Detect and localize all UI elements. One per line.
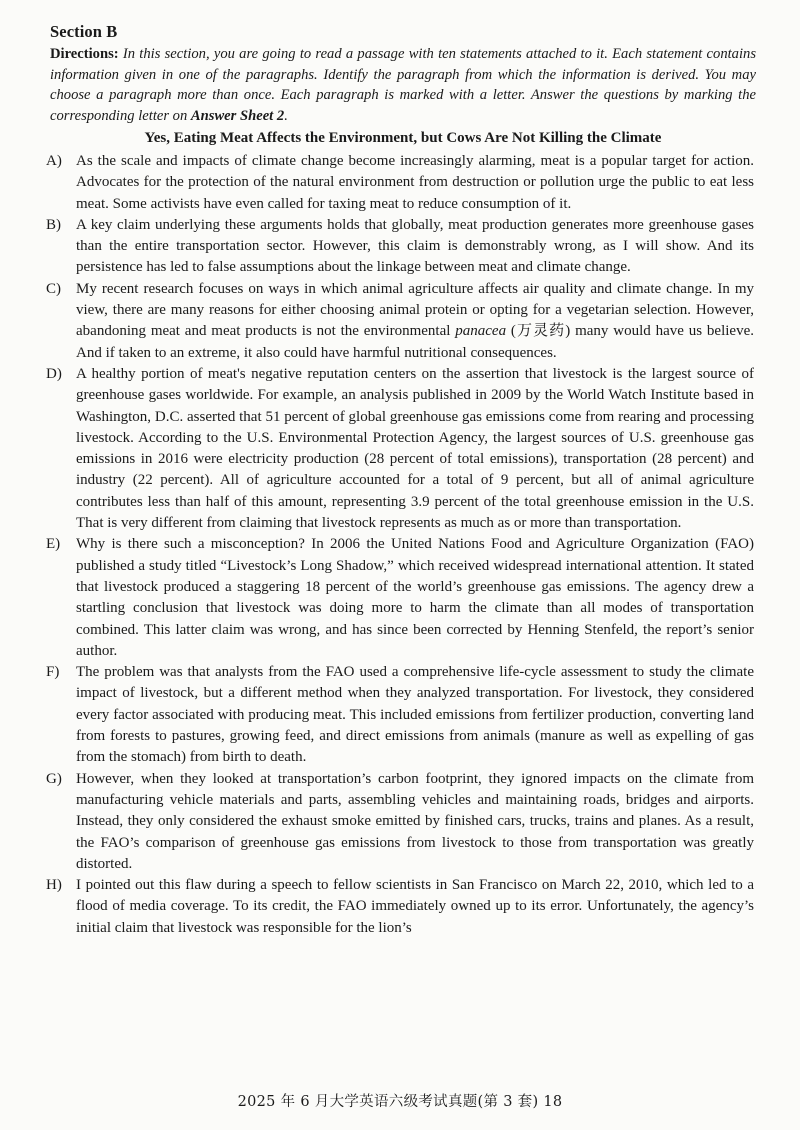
paragraph-letter: G) [46, 770, 62, 787]
article-body [46, 151, 754, 939]
paragraph-letter: C) [46, 280, 61, 297]
paragraph-letter: F) [46, 664, 60, 681]
paragraph-text: The problem was that analysts from the FAO used a comprehensive life-cycle assessment to study the climate impact of livestock, but a different method when they analyzed transportation. For livestock, they considered every factor associated with producing meat. This included emissions from fertilizer production, converting land from forests to pastures, growing feed, and direct emissions from animals (manure as well as expelling of gas from the stomach) from birth to death. [76, 664, 754, 766]
paragraph-text: Why is there such a misconception? In 2006 the United Nations Food and Agriculture Organization (FAO) published a study titled “Livestock’s Long Shadow,” which received widespread international attention. It stated that livestock produced a staggering 18 percent of the world’s greenhouse gas emissions. The agency drew a startling conclusion that livestock was doing more to harm the climate than all modes of transportation combined. This latter claim was wrong, and has since been corrected by Henning Stenfeld, the report’s senior author. [76, 536, 754, 659]
section-title: Section B [50, 22, 118, 41]
paragraph-h [46, 875, 754, 939]
paragraph-text: As the scale and impacts of climate change become increasingly alarming, meat is a popular target for action. Advocates for the protection of the natural environment from destruction or pollution urge the public to eat less meat. Some activists have even called for taxing meat to reduce consumption of it. [76, 153, 754, 212]
paragraph-b [46, 215, 754, 279]
paragraph-text: However, when they looked at transportation’s carbon footprint, they ignored impacts on the climate from manufacturing vehicle materials and parts, assembling vehicles and maintaining roads, bridges and airports. Instead, they only considered the exhaust smoke emitted by finished cars, trucks, trains and planes. As a result, the FAO’s comparison of greenhouse gas emissions from livestock to those from transportation was greatly distorted. [76, 770, 754, 872]
article-title: Yes, Eating Meat Affects the Environment, but Cows Are Not Killing the Climate [144, 130, 662, 146]
paragraph-g [46, 769, 754, 875]
paragraph-letter: A) [46, 153, 62, 169]
paragraph-letter: B) [46, 216, 61, 233]
paragraph-e [46, 534, 754, 662]
answer-sheet-label: Answer Sheet 2 [190, 107, 285, 124]
paragraph-text: A key claim underlying these arguments holds that globally, meat production generates more greenhouse gases than the entire transportation sector. However, this claim is demonstrably wrong, as I will show. And its persistence has led to false assumptions about the linkage between meat and climate change. [76, 216, 754, 276]
paragraph-letter: H) [46, 877, 62, 894]
paragraph-text: A healthy portion of meat's negative reputation centers on the assertion that livestock is the largest source of greenhouse gases worldwide. For example, an analysis published in 2009 by the World Watch Institute based in Washington, D.C. asserted that 51 percent of global greenhouse gas emissions come from rearing and processing livestock. According to the U.S. Environmental Protection Agency, the largest sources of U.S. greenhouse gas emissions in 2016 were electricity production (28 percent of total emissions), transportation (28 percent) and industry (22 percent). All of agriculture accounted for a total of 9 percent, but all of animal agriculture contributes less than half of this amount, representing 3.9 percent of the total greenhouse emission in the U.S. That is very different from claiming that livestock represents as much as or more than transportation. [76, 365, 754, 532]
paragraph-text: I pointed out this flaw during a speech to fellow scientists in San Francisco on March 22, 2010, which led to a flood of media coverage. To its credit, the FAO immediately owned up to its error. Unfortunately, the agency’s initial claim that livestock was responsible for the lion’s [76, 877, 754, 936]
paragraph-text: My recent research focuses on ways in which animal agriculture affects air quality and climate change. In my view, there are many reasons for either choosing animal protein or opting for a vegetarian selection. However, abandoning meat and meat products is not the environmental [76, 280, 754, 340]
panacea-term: panacea [455, 323, 507, 340]
page-footer: 2025 年 6 月大学英语六级考试真题(第 3 套) 18 [237, 1094, 563, 1110]
paragraph-letter: E) [46, 536, 61, 553]
paragraph-letter: D) [46, 365, 62, 382]
paragraph-text-continued: (万灵药) many would have us believe. And if taken to an extreme, it also could have harmful nutritional consequences. [76, 323, 754, 361]
paragraph-f [46, 662, 754, 768]
paragraph-d [46, 364, 754, 534]
directions [50, 44, 756, 126]
paragraph-c [46, 279, 754, 364]
paragraph-a [46, 151, 754, 215]
directions-lead: Directions: [50, 46, 119, 62]
directions-end: . [284, 107, 288, 124]
directions-body: In this section, you are going to read a passage with ten statements attached to it. Each statement contains information given in one of the paragraphs. Identify the paragraph from which the information is derived. You may choose a paragraph more than once. Each paragraph is marked with a letter. Answer the questions by marking the corresponding letter on [50, 46, 756, 124]
